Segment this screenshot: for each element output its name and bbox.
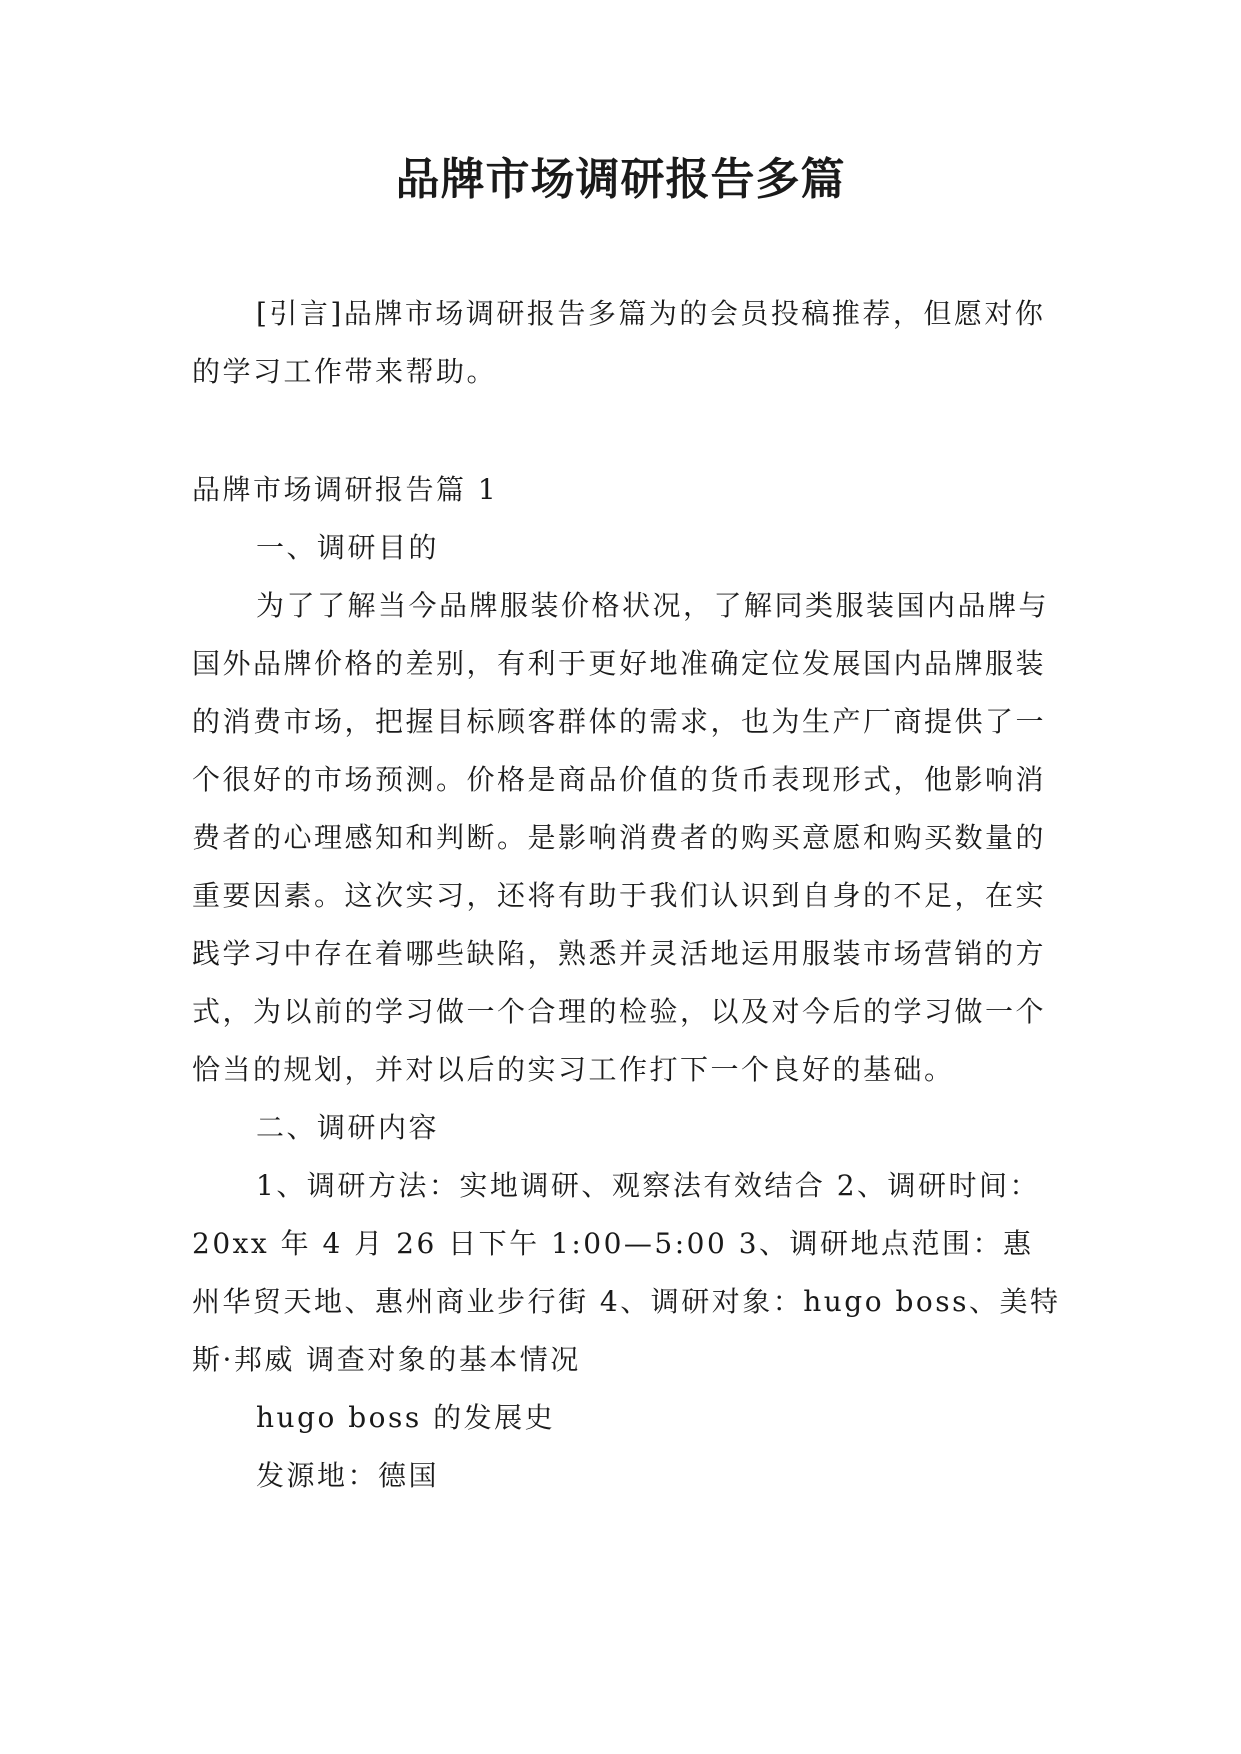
article-section xyxy=(192,461,1062,1505)
origin-line: 发源地：德国 xyxy=(256,1459,440,1492)
section-heading-purpose: 一、调研目的 xyxy=(256,531,440,564)
article-heading: 品牌市场调研报告篇 1 xyxy=(192,473,499,506)
intro-paragraph: [引言]品牌市场调研报告多篇为的会员投稿推荐，但愿对你的学习工作带来帮助。 xyxy=(192,297,1046,388)
document-title: 品牌市场调研报告多篇 xyxy=(395,154,846,205)
section-heading-content: 二、调研内容 xyxy=(256,1111,440,1144)
history-heading: hugo boss 的发展史 xyxy=(256,1401,556,1434)
purpose-paragraph: 为了了解当今品牌服装价格状况，了解同类服装国内品牌与国外品牌价格的差别，有利于更好地准确定位发展国内品牌服装的消费市场，把握目标顾客群体的需求，也为生产厂商提供了一个很好的市场预测。价格是商品价值的货币表现形式，他影响消费者的心理感知和判断。是影响消费者的购买意愿和购买数量的重要因素。这次实习，还将有助于我们认识到自身的不足，在实践学习中存在着哪些缺陷，熟悉并灵活地运用服装市场营销的方式，为以前的学习做一个合理的检验，以及对今后的学习做一个恰当的规划，并对以后的实习工作打下一个良好的基础。 xyxy=(192,589,1050,1086)
content-paragraph: 1、调研方法：实地调研、观察法有效结合 2、调研时间：20xx 年 4 月 26 日下午 1:00—5:00 3、调研地点范围：惠州华贸天地、惠州商业步行街 4、调研对象：hugo boss、美特斯·邦威 调查对象的基本情况 xyxy=(192,1169,1061,1376)
